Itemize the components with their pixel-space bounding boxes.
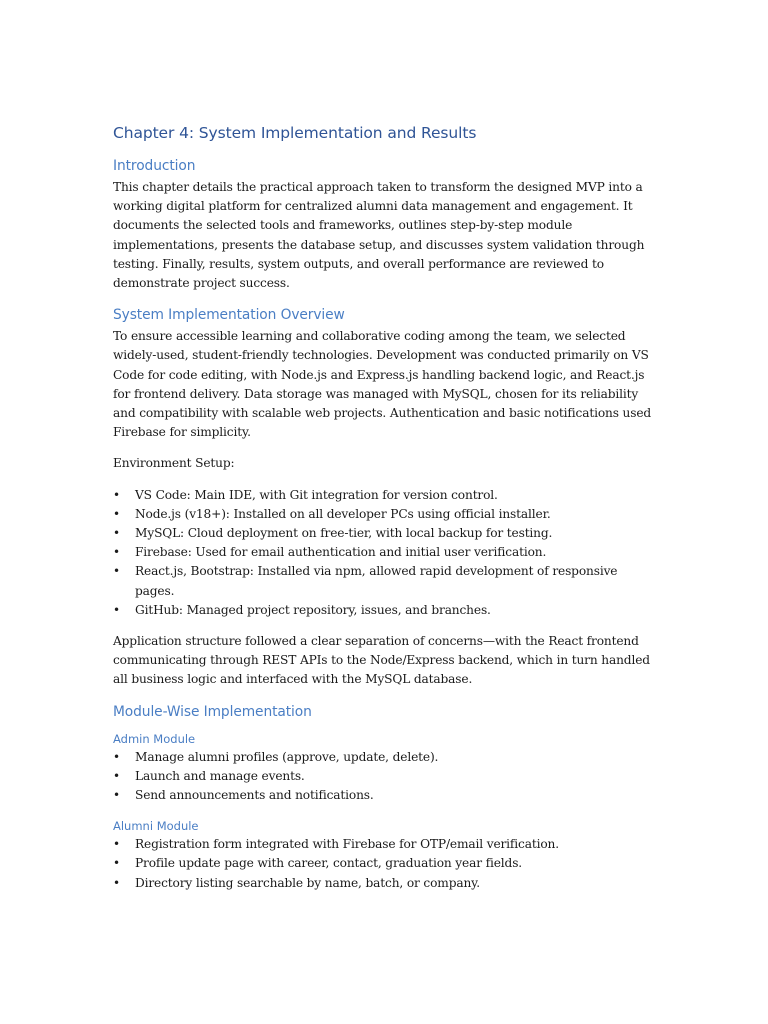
bullet-icon: •	[113, 487, 120, 502]
bullet-icon: •	[113, 875, 120, 890]
list-item: • React.js, Bootstrap: Installed via npm, allowed rapid development of responsive pages.	[113, 564, 618, 598]
alumni-module-heading: Alumni Module	[113, 819, 199, 834]
admin-module-heading: Admin Module	[113, 731, 196, 746]
admin-module-list	[113, 748, 658, 806]
alumni-module-list	[113, 835, 658, 893]
environment-setup-list	[113, 486, 658, 620]
bullet-icon: •	[113, 564, 120, 579]
chapter-title: Chapter 4: System Implementation and Results	[113, 124, 477, 142]
bullet-icon: •	[113, 602, 120, 617]
bullet-icon: •	[113, 749, 120, 764]
list-item: • Firebase: Used for email authentication and initial user verification.	[113, 543, 658, 562]
bullet-icon: •	[113, 837, 120, 852]
list-item: • MySQL: Cloud deployment on free-tier, with local backup for testing.	[113, 524, 658, 543]
list-item: • Node.js (v18+): Installed on all developer PCs using official installer.	[113, 505, 658, 524]
list-item: • Directory listing searchable by name, batch, or company.	[113, 874, 658, 893]
list-item: • VS Code: Main IDE, with Git integration for version control.	[113, 486, 658, 505]
structure-paragraph: Application structure followed a clear separation of concerns—with the React frontend communicating through REST APIs to the Node/Express backend, which in turn handled all business logic and interfaced with the MySQL database.	[113, 634, 650, 687]
list-item: • GitHub: Managed project repository, issues, and branches.	[113, 601, 658, 620]
overview-paragraph: To ensure accessible learning and collaborative coding among the team, we selected widely-used, student-friendly technologies. Development was conducted primarily on VS Code for code editing, with Node.js and Express.js handling backend logic, and React.js for frontend delivery. Data storage was managed with MySQL, chosen for its reliability and compatibility with scalable web projects. Authentication and basic notifications used Firebase for simplicity.	[113, 329, 652, 440]
bullet-icon: •	[113, 788, 120, 803]
list-item: • Launch and manage events.	[113, 767, 658, 786]
list-item: • Registration form integrated with Firebase for OTP/email verification.	[113, 835, 658, 854]
environment-setup-label: Environment Setup:	[113, 456, 235, 471]
modules-heading: Module-Wise Implementation	[113, 703, 312, 720]
introduction-heading: Introduction	[113, 158, 196, 174]
list-item: • Profile update page with career, contact, graduation year fields.	[113, 854, 658, 873]
introduction-paragraph: This chapter details the practical approach taken to transform the designed MVP into a working digital platform for centralized alumni data management and engagement. It documents the selected tools and frameworks, outlines step-by-step module implementations, presents the database setup, and discusses system validation through testing. Finally, results, system outputs, and overall performance are reviewed to demonstrate project success.	[113, 180, 645, 291]
bullet-icon: •	[113, 506, 120, 521]
list-item: • Manage alumni profiles (approve, update, delete).	[113, 748, 658, 767]
bullet-icon: •	[113, 526, 120, 541]
overview-heading: System Implementation Overview	[113, 307, 345, 324]
bullet-icon: •	[113, 768, 120, 783]
page-content	[113, 124, 658, 905]
list-item: • Send announcements and notifications.	[113, 786, 658, 805]
bullet-icon: •	[113, 856, 120, 871]
bullet-icon: •	[113, 545, 120, 560]
